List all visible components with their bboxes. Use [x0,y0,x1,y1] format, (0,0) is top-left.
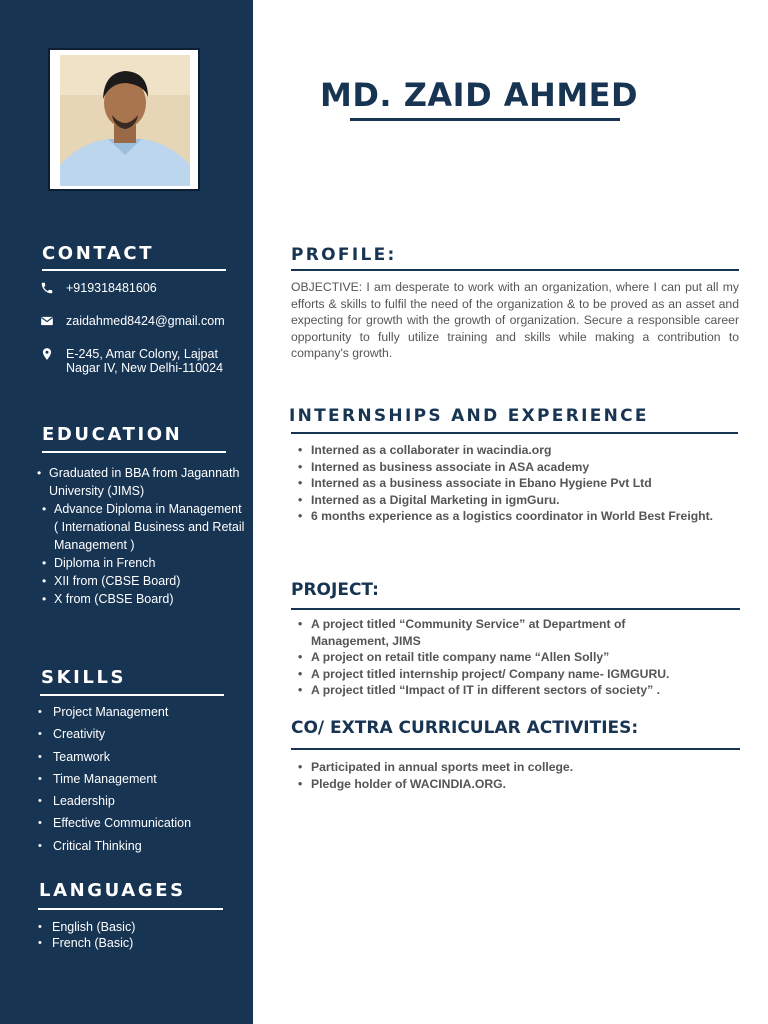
languages-divider [38,908,223,910]
skill-item: • Leadership [38,790,248,812]
project-heading: PROJECT: [291,580,379,600]
contact-phone [40,281,157,297]
project-item: • A project titled internship project/ Company name- IGMGURU. [291,666,731,683]
skill-item: • Effective Communication [38,812,248,834]
mail-icon [40,314,56,330]
contact-address [40,347,223,375]
profile-objective-text: OBJECTIVE: I am desperate to work with an organization, where I can put all my efforts & skills to fulfil the need of the organization & to be proved as an asset and expecting for growth with the growth of organization. Secure a responsible career opportunity to fully utilize training and skills while making a contribution to company's growth. [291,280,739,361]
education-item: • Diploma in French [54,554,252,572]
education-list [49,464,249,500]
education-heading: EDUCATION [42,424,183,445]
activities-heading: CO/ EXTRA CURRICULAR ACTIVITIES: [291,718,639,738]
address-text [66,347,223,375]
candidate-name: MD. ZAID AHMED [320,76,639,114]
activity-item: • Participated in annual sports meet in college. [291,759,731,776]
activities-divider [291,748,740,750]
project-item: • A project on retail title company name “Allen Solly” [291,649,731,666]
experience-heading: INTERNSHIPS AND EXPERIENCE [289,406,649,426]
experience-divider [291,432,738,434]
activities-list [291,759,731,792]
experience-list [291,442,715,525]
skills-divider [40,694,224,696]
project-item: • A project titled “Community Service” at Department of Management, JIMS [291,616,731,649]
address-line-1: E-245, Amar Colony, Lajpat [66,347,218,361]
profile-heading: PROFILE: [291,245,397,265]
activity-item: • Pledge holder of WACINDIA.ORG. [291,776,731,793]
phone-number: +919318481606 [66,281,157,295]
languages-heading: LANGUAGES [39,880,186,901]
skill-item: • Creativity [38,723,248,745]
languages-list [38,919,248,951]
skills-heading: SKILLS [41,667,127,688]
experience-item: • Interned as a collaborater in wacindia.org [291,442,715,459]
experience-item: • Interned as a Digital Marketing in igmGuru. [291,492,715,509]
contact-heading: CONTACT [42,243,155,264]
skills-list [38,701,248,857]
profile-photo [60,55,190,186]
email-address: zaidahmed8424@gmail.com [66,314,225,328]
skill-item: • Teamwork [38,746,248,768]
contact-divider [42,269,226,271]
education-list-continued [54,500,252,608]
language-item: • English (Basic) [38,919,248,935]
education-item: • Advance Diploma in Management ( International Business and Retail Management ) [54,500,252,554]
phone-icon [40,281,56,297]
education-item: • Graduated in BBA from Jagannath University (JIMS) [49,464,249,500]
project-item: • A project titled “Impact of IT in different sectors of society” . [291,682,731,699]
address-line-2: Nagar IV, New Delhi-110024 [66,361,224,375]
language-item: • French (Basic) [38,935,248,951]
experience-item: • 6 months experience as a logistics coordinator in World Best Freight. [291,508,715,525]
name-underline [350,118,620,121]
location-pin-icon [40,347,56,363]
contact-email [40,314,225,330]
experience-item: • Interned as business associate in ASA academy [291,459,715,476]
skill-item: • Time Management [38,768,248,790]
project-list [291,616,731,699]
project-divider [291,608,740,610]
education-divider [42,451,226,453]
sidebar [0,0,253,1024]
profile-photo-frame [48,48,200,191]
experience-item: • Interned as a business associate in Ebano Hygiene Pvt Ltd [291,475,715,492]
education-item: • X from (CBSE Board) [54,590,252,608]
portrait-image [60,55,190,186]
education-item: • XII from (CBSE Board) [54,572,252,590]
profile-divider [291,269,739,271]
skill-item: • Project Management [38,701,248,723]
skill-item: • Critical Thinking [38,835,248,857]
